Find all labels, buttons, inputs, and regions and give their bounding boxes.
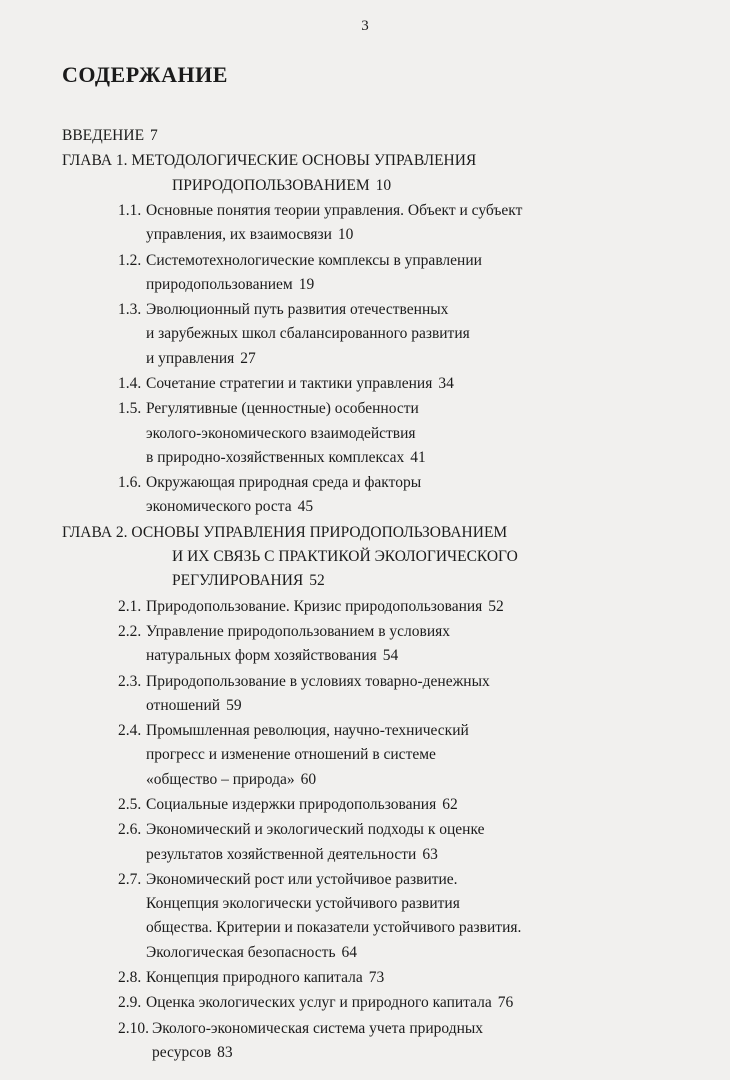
entry-text-line: ресурсов — [152, 1044, 212, 1061]
page-ref: 27 — [240, 349, 256, 367]
toc-section — [118, 670, 650, 718]
entry-text-line: управления, их взаимосвязи — [146, 226, 332, 244]
entry-last-line — [62, 569, 650, 593]
entry-last-line — [118, 941, 650, 965]
page-ref: 64 — [341, 943, 358, 961]
section-number: 1.3. — [118, 301, 142, 319]
entry-text-line: ГЛАВА 1. МЕТОДОЛОГИЧЕСКИЕ ОСНОВЫ УПРАВЛЕНИЯ — [62, 152, 477, 170]
entry-text-line: Экономический рост или устойчивое развитие. — [146, 871, 458, 888]
section-number: 2.3. — [118, 672, 142, 690]
section-number: 1.6. — [118, 474, 142, 492]
toc-chapter — [62, 521, 650, 594]
entry-last-line — [118, 793, 650, 817]
entry-text-line: Эволюционный путь развития отечественных — [146, 301, 449, 319]
page-ref: 60 — [300, 770, 317, 788]
toc-section — [118, 595, 650, 619]
toc-section — [118, 719, 650, 792]
entry-last-line — [118, 347, 650, 371]
entry-last-line — [118, 966, 650, 990]
entry-text-line: Социальные издержки природопользования — [146, 796, 437, 813]
entry-text-line: Оценка экологических услуг и природного капитала — [146, 994, 492, 1012]
entry-text-line: Концепция природного капитала — [146, 969, 363, 986]
section-number: 2.2. — [118, 623, 142, 640]
entry-text-line: ВВЕДЕНИЕ — [62, 127, 145, 144]
section-number: 2.8. — [118, 969, 142, 986]
toc-section — [118, 372, 650, 396]
entry-text-line: Сочетание стратегии и тактики управления — [146, 375, 433, 392]
entry-last-line — [62, 174, 650, 198]
entry-text-line: ПРИРОДОПОЛЬЗОВАНИЕМ — [172, 176, 370, 194]
entry-text-line: и зарубежных школ сбалансированного развития — [146, 325, 470, 343]
entry-text-line: Экономический и экологический подходы к оценке — [146, 821, 485, 839]
section-number: 2.9. — [118, 994, 142, 1012]
entry-last-line — [118, 768, 650, 792]
section-number: 2.5. — [118, 796, 142, 813]
entry-text-line: ГЛАВА 2. ОСНОВЫ УПРАВЛЕНИЯ ПРИРОДОПОЛЬЗОВАНИЕМ — [62, 523, 508, 541]
entry-last-line — [118, 694, 650, 718]
entry-text-line: природопользованием — [146, 275, 293, 293]
entry-text-line: «общество – природа» — [146, 770, 295, 788]
entry-text-line: Регулятивные (ценностные) особенности — [146, 400, 419, 418]
entry-last-line — [62, 124, 650, 148]
toc-section — [118, 199, 650, 247]
page-ref: 52 — [488, 597, 504, 615]
toc-section — [118, 966, 650, 990]
toc-section — [118, 249, 650, 297]
section-number: 1.1. — [118, 202, 142, 219]
page-ref: 83 — [217, 1044, 233, 1061]
entry-last-line — [118, 223, 650, 247]
entry-text-line: экономического роста — [146, 498, 292, 516]
page-ref: 52 — [309, 572, 325, 590]
entry-text-line: и управления — [146, 349, 235, 367]
entry-text-line: в природно-хозяйственных комплексах — [146, 448, 405, 466]
entry-last-line — [118, 446, 650, 470]
page-ref: 45 — [297, 498, 314, 516]
toc-section — [118, 397, 650, 470]
entry-text-line: РЕГУЛИРОВАНИЯ — [172, 572, 304, 590]
entry-text-line: И ИХ СВЯЗЬ С ПРАКТИКОЙ ЭКОЛОГИЧЕСКОГО — [172, 548, 518, 565]
page-ref: 54 — [382, 647, 399, 665]
entry-last-line — [118, 644, 650, 668]
section-number: 2.10. — [118, 1019, 149, 1037]
entry-text-line: натуральных форм хозяйствования — [146, 647, 377, 665]
toc-section — [118, 1017, 650, 1065]
section-number: 2.7. — [118, 871, 142, 888]
entry-text-line: Окружающая природная среда и факторы — [146, 474, 422, 492]
page-ref: 7 — [150, 127, 158, 144]
entry-text-line: Природопользование. Кризис природопользования — [146, 597, 483, 615]
page-ref: 19 — [298, 275, 315, 293]
section-number: 2.1. — [118, 597, 142, 615]
entry-last-line — [118, 991, 650, 1015]
toc-title: СОДЕРЖАНИЕ — [62, 62, 228, 87]
page-ref: 76 — [497, 994, 514, 1012]
page-ref: 62 — [442, 796, 458, 813]
section-number: 1.5. — [118, 400, 142, 418]
page-ref: 41 — [410, 448, 426, 466]
toc-chapter — [62, 124, 650, 148]
toc-section — [118, 818, 650, 866]
page-number: 3 — [361, 18, 369, 34]
toc-section — [118, 793, 650, 817]
entry-text-line: Управление природопользованием в условиях — [146, 623, 451, 640]
page-ref: 10 — [337, 226, 354, 244]
entry-text-line: Концепция экологически устойчивого развития — [146, 895, 460, 913]
entry-text-line: Системотехнологические комплексы в управлении — [146, 251, 482, 269]
section-number: 2.4. — [118, 722, 142, 740]
entry-text-line: эколого-экономического взаимодействия — [146, 424, 416, 442]
entry-text-line: Природопользование в условиях товарно-денежных — [146, 672, 490, 690]
entry-text-line: Основные понятия теории управления. Объект и субъект — [146, 202, 523, 219]
entry-text-line: Эколого-экономическая система учета природных — [152, 1019, 484, 1037]
page-ref: 10 — [375, 176, 392, 194]
toc-section — [118, 620, 650, 668]
page-ref: 63 — [422, 845, 438, 863]
entry-text-line: прогресс и изменение отношений в системе — [146, 746, 436, 764]
page-ref: 73 — [368, 969, 385, 986]
page-ref: 34 — [438, 375, 454, 392]
entry-last-line — [118, 843, 650, 867]
toc-section — [118, 471, 650, 519]
entry-text-line: Экологическая безопасность — [146, 943, 336, 961]
entry-last-line — [118, 595, 650, 619]
toc-section — [118, 868, 650, 965]
entry-text-line: Промышленная революция, научно-технический — [146, 722, 469, 740]
entry-last-line — [118, 273, 650, 297]
entry-last-line — [118, 1041, 650, 1065]
entry-text-line: отношений — [146, 696, 221, 714]
section-number: 1.4. — [118, 375, 142, 392]
entry-last-line — [118, 495, 650, 519]
page-ref: 59 — [226, 696, 242, 714]
entry-text-line: результатов хозяйственной деятельности — [146, 845, 417, 863]
toc-section — [118, 991, 650, 1015]
section-number: 1.2. — [118, 251, 142, 269]
entry-text-line: общества. Критерии и показатели устойчивого развития. — [146, 919, 522, 937]
toc-chapter — [62, 149, 650, 197]
entry-last-line — [118, 372, 650, 396]
section-number: 2.6. — [118, 821, 142, 839]
toc-section — [118, 298, 650, 371]
